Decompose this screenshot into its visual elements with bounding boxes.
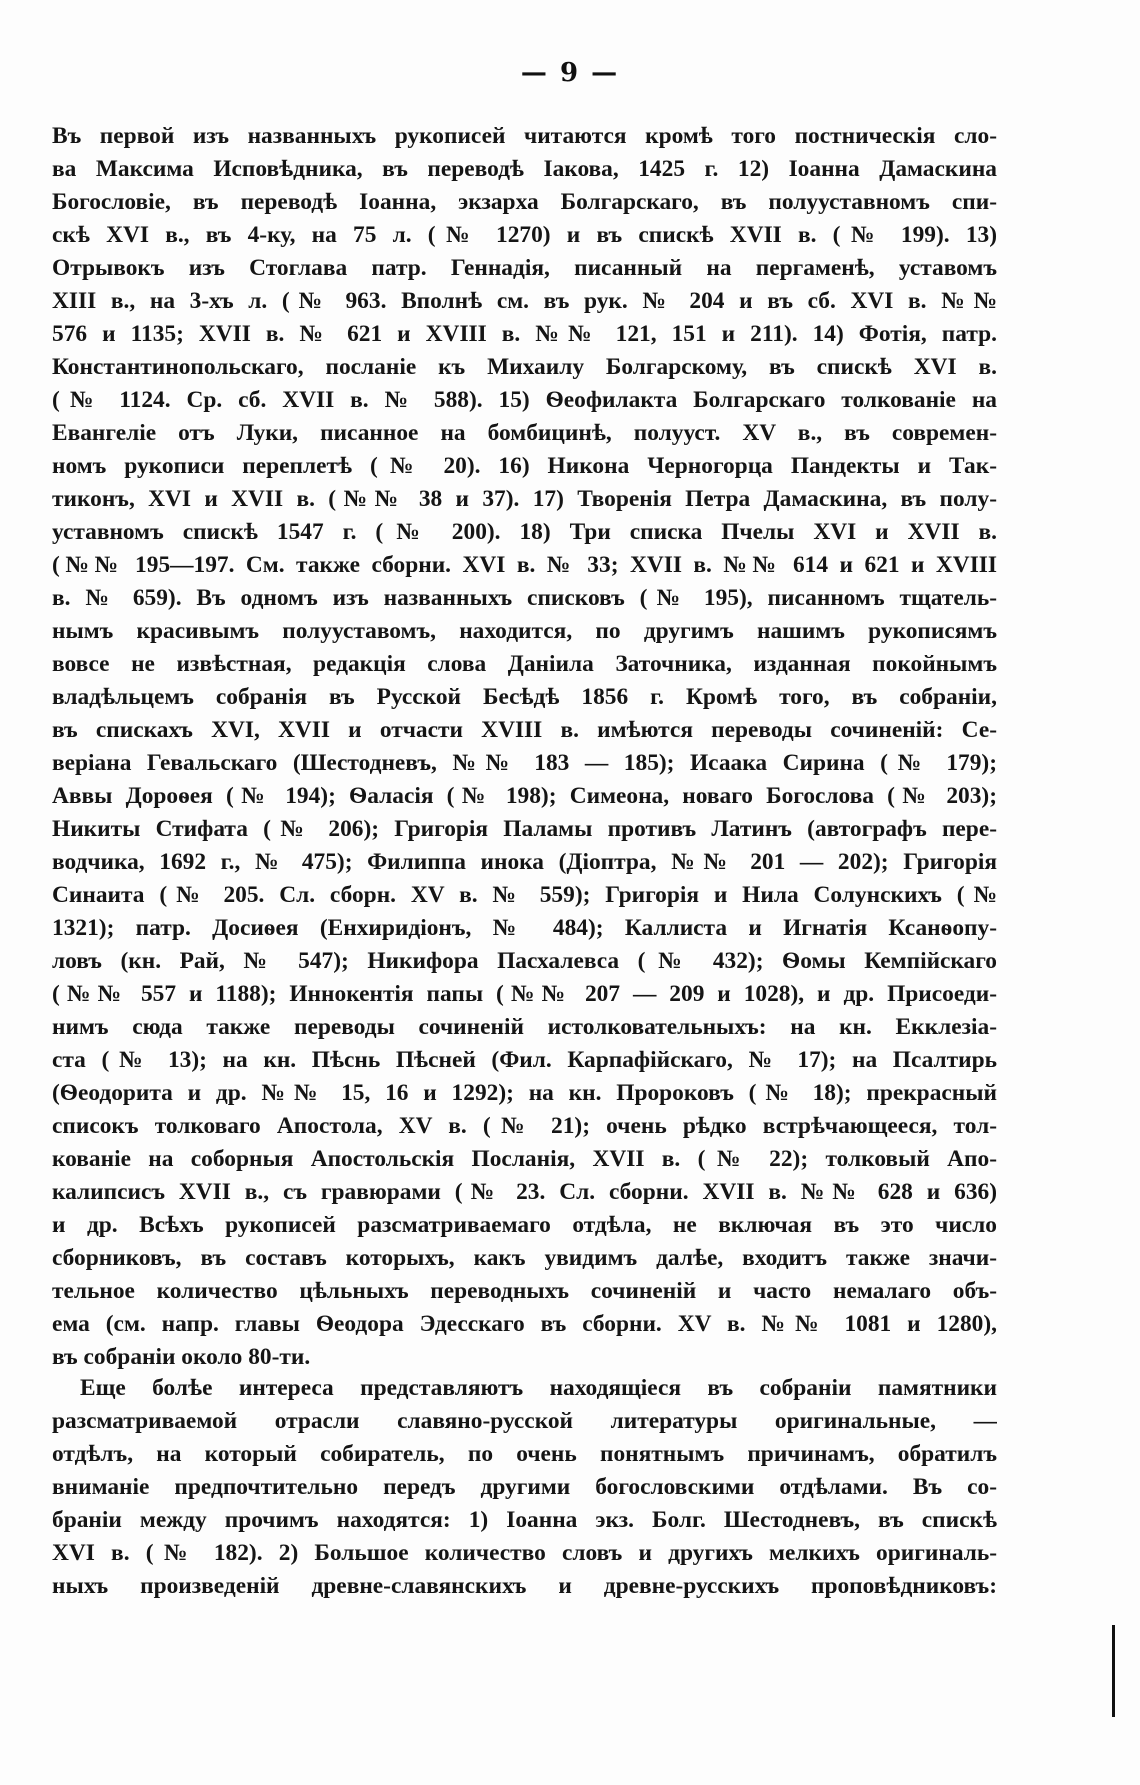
text-line: ста (№ 13); на кн. Пѣснь Пѣсней (Фил. Карпафійскаго, № 17); на Псалтирь bbox=[52, 1047, 997, 1073]
text-line: нымъ красивымъ полууставомъ, находится, по другимъ нашимъ рукописямъ bbox=[52, 618, 997, 644]
text-line: вовсе не извѣстная, редакція слова Даніила Заточника, изданная покойнымъ bbox=[52, 651, 997, 677]
text-line: ловъ (кн. Рай, № 547); Никифора Пасхалевса (№ 432); Ѳомы Кемпійскаго bbox=[52, 948, 997, 974]
text-line: веріана Гевальскаго (Шестодневъ, №№ 183 — 185); Исаака Сирина (№ 179); bbox=[52, 750, 997, 776]
text-line: въ спискахъ XVI, XVII и отчасти XVIII в. имѣются переводы сочиненій: Се- bbox=[52, 717, 997, 743]
text-line: Евангеліе отъ Луки, писанное на бомбицинѣ, полууст. XV в., въ современ- bbox=[52, 420, 997, 446]
text-line: Никиты Стифата (№ 206); Григорія Паламы противъ Латинъ (автографъ пере- bbox=[52, 816, 997, 842]
text-line: XVI в. (№ 182). 2) Большое количество словъ и другихъ мелкихъ оригиналь- bbox=[52, 1540, 997, 1566]
text-line: водчика, 1692 г., № 475); Филиппа инока (Діоптра, №№ 201 — 202); Григорія bbox=[52, 849, 997, 875]
text-line: (№ 1124. Ср. сб. XVII в. № 588). 15) Ѳеофилакта Болгарскаго толкованіе на bbox=[52, 387, 997, 413]
text-line: списокъ толковаго Апостола, XV в. (№ 21); очень рѣдко встрѣчающееся, тол- bbox=[52, 1113, 997, 1139]
text-line: (№№ 557 и 1188); Иннокентія папы (№№ 207 — 209 и 1028), и др. Присоеди- bbox=[52, 981, 997, 1007]
text-line: владѣльцемъ собранія въ Русской Бесѣдѣ 1856 г. Кромѣ того, въ собраніи, bbox=[52, 684, 997, 710]
text-line: Константинопольскаго, посланіе къ Михаилу Болгарскому, въ спискѣ XVI в. bbox=[52, 354, 997, 380]
text-line: тельное количество цѣльныхъ переводныхъ сочиненій и часто немалаго объ- bbox=[52, 1278, 997, 1304]
text-line: Синаита (№ 205. Сл. сборн. XV в. № 559); Григорія и Нила Солунскихъ (№ bbox=[52, 882, 997, 908]
text-line: XIII в., на 3-хъ л. (№ 963. Вполнѣ см. въ рук. № 204 и въ сб. XVI в. №№ bbox=[52, 288, 997, 314]
text-line: ва Максима Исповѣдника, въ переводѣ Іакова, 1425 г. 12) Іоанна Дамаскина bbox=[52, 156, 997, 182]
text-line: и др. Всѣхъ рукописей разсматриваемаго отдѣла, не включая въ это число bbox=[52, 1212, 997, 1238]
text-line: (Ѳеодорита и др. №№ 15, 16 и 1292); на кн. Пророковъ (№ 18); прекрасный bbox=[52, 1080, 997, 1106]
text-line: тиконъ, XVI и XVII в. (№№ 38 и 37). 17) Творенія Петра Дамаскина, въ полу- bbox=[52, 486, 997, 512]
text-line: калипсисъ XVII в., съ гравюрами (№ 23. Сл. сборни. XVII в. №№ 628 и 636) bbox=[52, 1179, 997, 1205]
text-line: (№№ 195—197. См. также сборни. XVI в. № 33; XVII в. №№ 614 и 621 и XVIII bbox=[52, 552, 997, 578]
text-line: ема (см. напр. главы Ѳеодора Эдесскаго въ сборни. XV в. №№ 1081 и 1280), bbox=[52, 1311, 997, 1337]
text-line: вниманіе предпочтительно передъ другими богословскими отдѣлами. Въ со- bbox=[52, 1474, 997, 1500]
paragraph-2 bbox=[52, 1372, 997, 1603]
text-line: браніи между прочимъ находятся: 1) Іоанна экз. Болг. Шестодневъ, въ спискѣ bbox=[52, 1507, 997, 1533]
text-line: Отрывокъ изъ Стоглава патр. Геннадія, писанный на пергаменѣ, уставомъ bbox=[52, 255, 997, 281]
paragraph-1 bbox=[52, 120, 997, 1374]
text-line: кованіе на соборныя Апостольскія Посланія, XVII в. (№ 22); толковый Апо- bbox=[52, 1146, 997, 1172]
text-line: Въ первой изъ названныхъ рукописей читаются кромѣ того постническія сло- bbox=[52, 123, 997, 149]
text-line: сборниковъ, въ составъ которыхъ, какъ увидимъ далѣе, входитъ также значи- bbox=[52, 1245, 997, 1271]
scan-edge-mark bbox=[1112, 1625, 1115, 1717]
text-line: разсматриваемой отрасли славяно-русской литературы оригинальные, — bbox=[52, 1408, 997, 1434]
text-line: Еще болѣе интереса представляютъ находящіеся въ собраніи памятники bbox=[80, 1375, 997, 1401]
text-line: Богословіе, въ переводѣ Іоанна, экзарха Болгарскаго, въ полууставномъ спи- bbox=[52, 189, 997, 215]
text-line: скѣ XVI в., въ 4-ку, на 75 л. (№ 1270) и въ спискѣ XVII в. (№ 199). 13) bbox=[52, 222, 997, 248]
text-line: номъ рукописи переплетѣ (№ 20). 16) Никона Черногорца Пандекты и Так- bbox=[52, 453, 997, 479]
text-line: 1321); патр. Досиѳея (Енхиридіонъ, № 484); Каллиста и Игнатія Ксанѳопу- bbox=[52, 915, 997, 941]
text-line: Аввы Дороѳея (№ 194); Ѳаласія (№ 198); Симеона, новаго Богослова (№ 203); bbox=[52, 783, 997, 809]
text-line: ныхъ произведеній древне-славянскихъ и древне-русскихъ проповѣдниковъ: bbox=[52, 1573, 997, 1599]
page-number: — 9 — bbox=[520, 58, 620, 88]
text-line: уставномъ спискѣ 1547 г. (№ 200). 18) Три списка Пчелы XVI и XVII в. bbox=[52, 519, 997, 545]
text-line: отдѣлъ, на который собиратель, по очень понятнымъ причинамъ, обратилъ bbox=[52, 1441, 997, 1467]
text-line: в. № 659). Въ одномъ изъ названныхъ списковъ (№ 195), писанномъ тщатель- bbox=[52, 585, 997, 611]
text-line: 576 и 1135; XVII в. № 621 и XVIII в. №№ 121, 151 и 211). 14) Фотія, патр. bbox=[52, 321, 997, 347]
text-line: нимъ сюда также переводы сочиненій истолковательныхъ: на кн. Екклезіа- bbox=[52, 1014, 997, 1040]
text-line: въ собраніи около 80-ти. bbox=[52, 1344, 311, 1370]
